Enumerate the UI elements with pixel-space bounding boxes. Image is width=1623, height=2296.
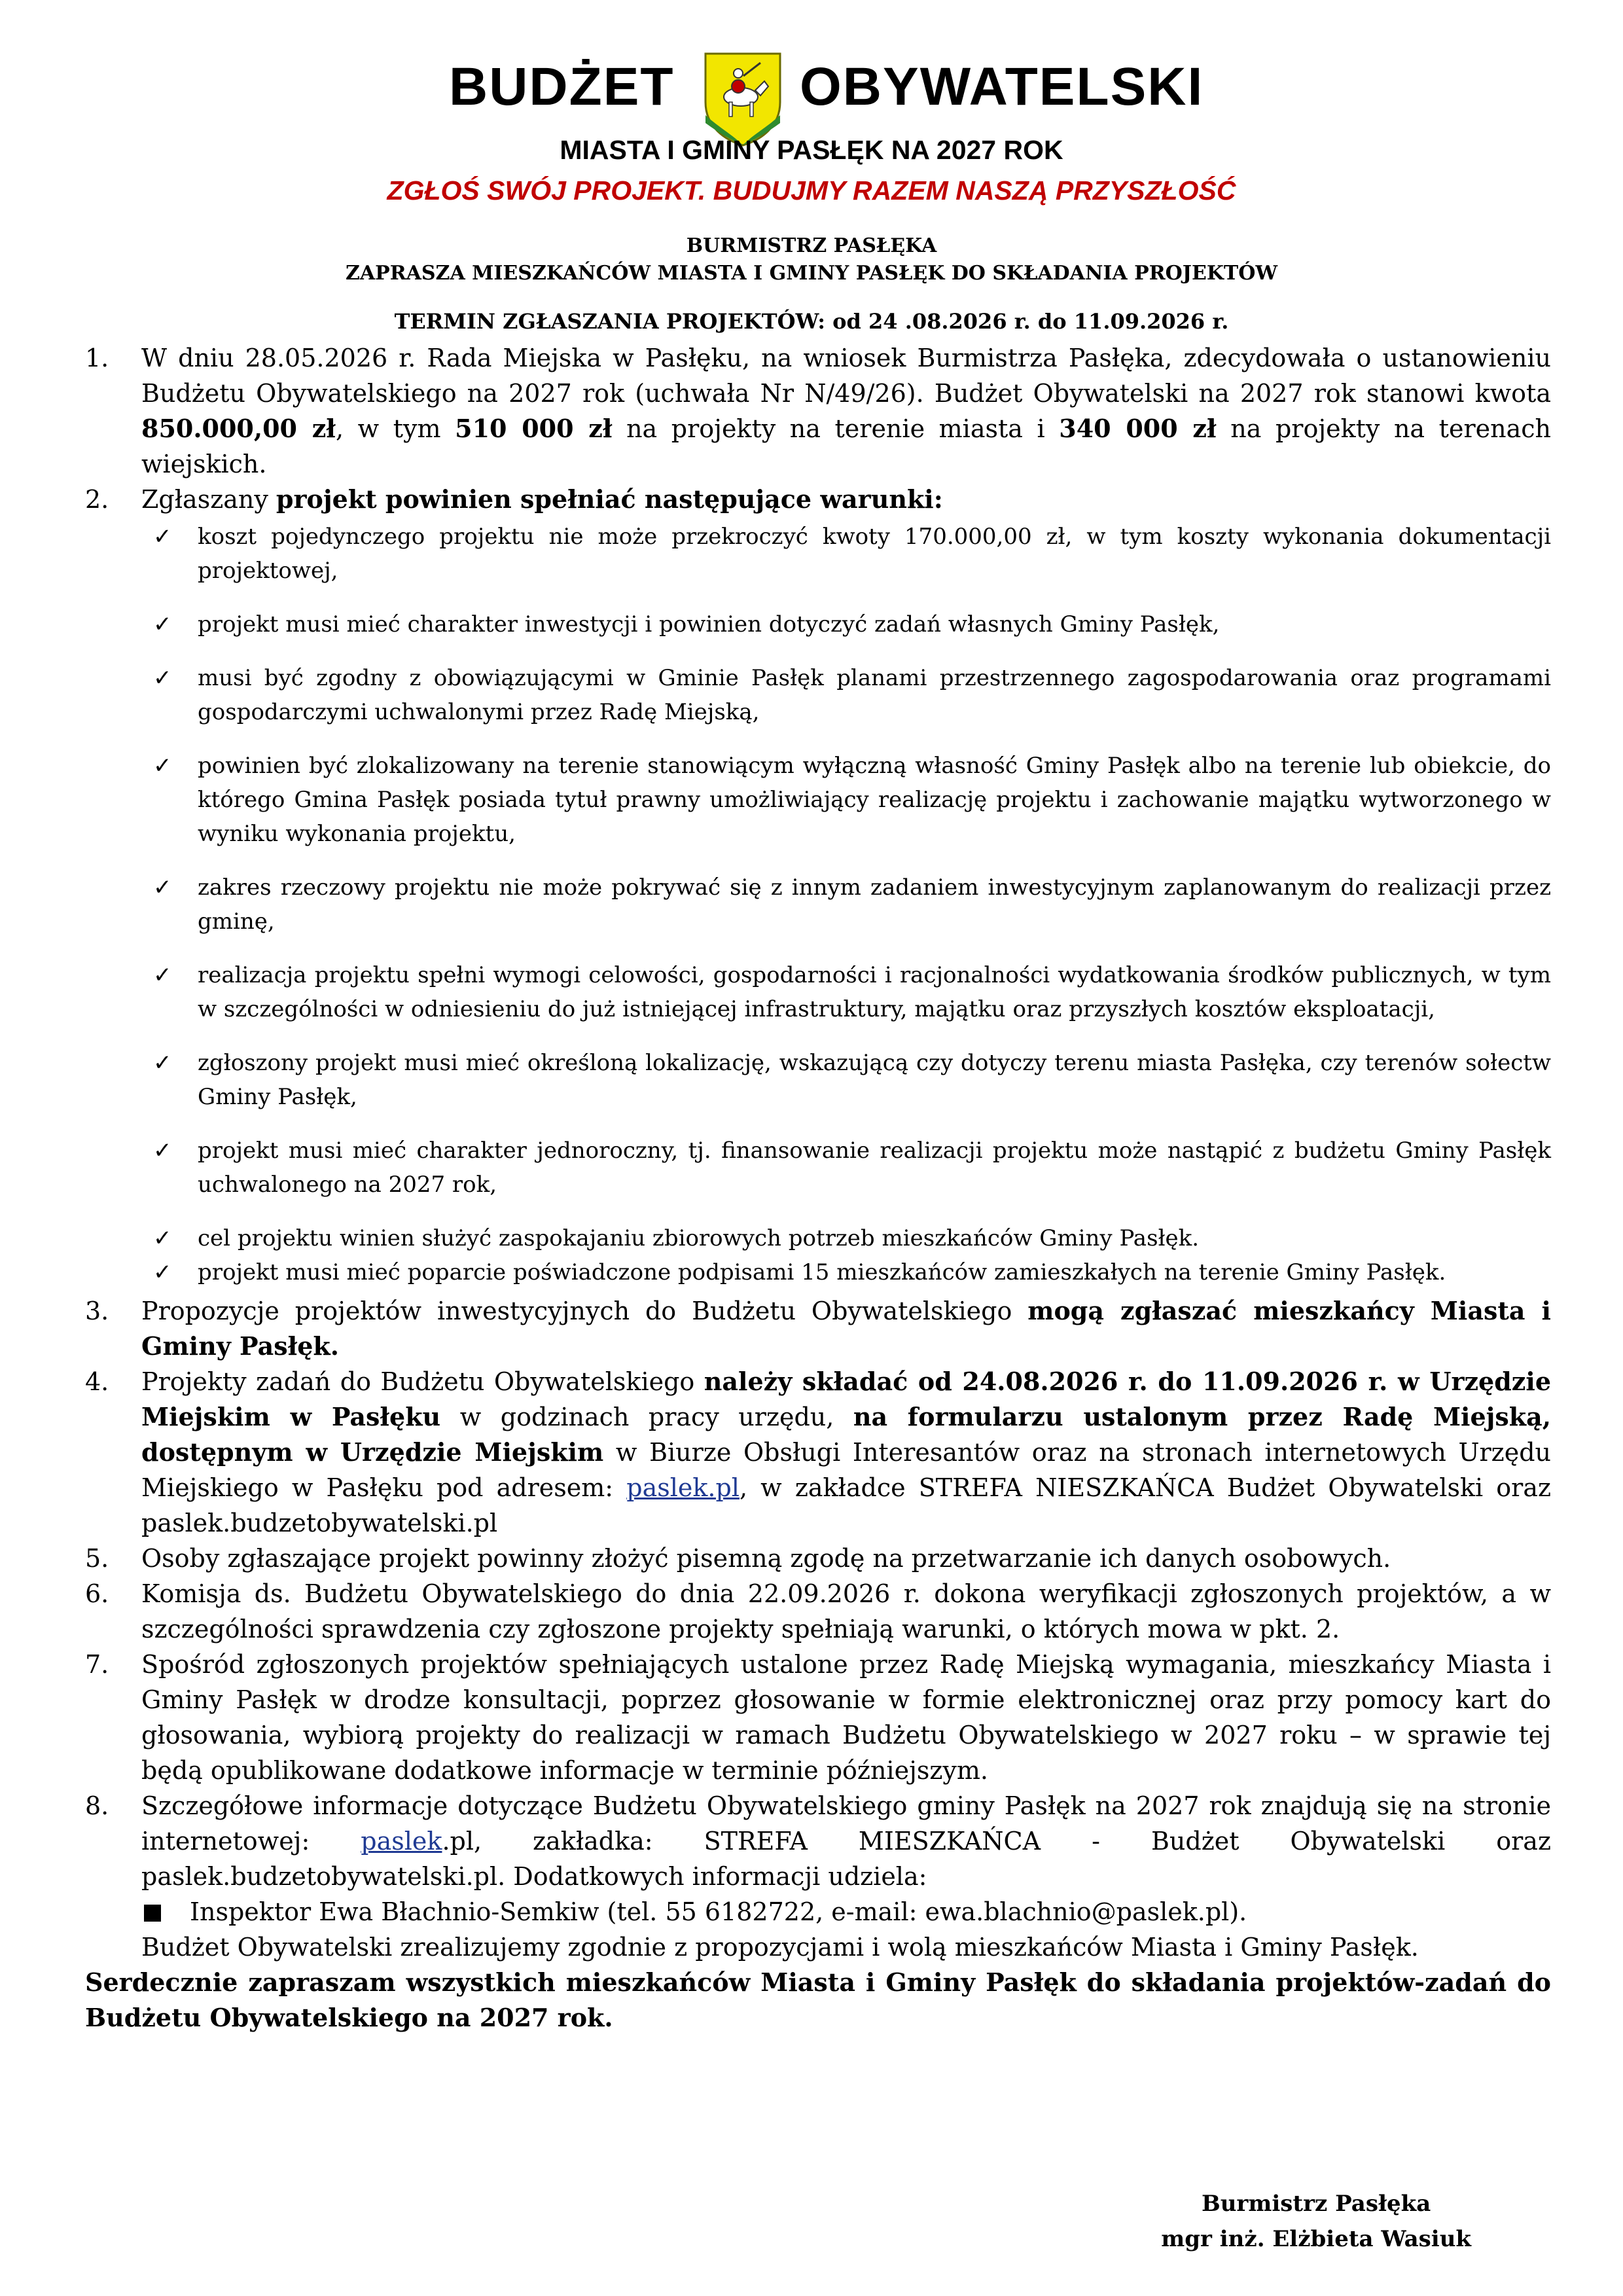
- point-7: [85, 1647, 1551, 1788]
- signature-name: mgr inż. Elżbieta Wasiuk: [1161, 2226, 1471, 2252]
- condition-text: zgłoszony projekt musi mieć określoną lokalizację, wskazującą czy dotyczy terenu miasta Pasłęka, czy terenów sołectw Gminy Pasłęk,: [198, 1050, 1551, 1110]
- point-number: 6.: [85, 1579, 109, 1608]
- point-3: [85, 1293, 1551, 1364]
- text: Szczegółowe informacje dotyczące Budżetu Obywatelskiego gminy Pasłęk na 2027 rok znajdują się na stronie internetowej:: [141, 1791, 1551, 1856]
- point-number: 3.: [85, 1297, 109, 1325]
- condition-item: [85, 607, 1551, 641]
- condition-text: projekt musi mieć charakter inwestycji i powinien dotyczyć zadań własnych Gminy Pasłęk,: [198, 611, 1220, 637]
- contact-text: Inspektor Ewa Błachnio-Semkiw (tel. 55 6182722, e-mail: ewa.blachnio@paslek.pl).: [190, 1897, 1247, 1926]
- condition-item: [85, 958, 1551, 1026]
- check-icon: ✓: [153, 1050, 172, 1076]
- point-1: [85, 340, 1551, 482]
- check-icon: ✓: [153, 524, 172, 550]
- budget-rural: 340 000 zł: [1059, 414, 1217, 443]
- text: Komisja ds. Budżetu Obywatelskiego do dnia 22.09.2026 r. dokona weryfikacji zgłoszonych projektów, a w szczególności sprawdzenia czy zgłoszone projekty spełniają warunki, o których mowa w pkt. 2.: [141, 1579, 1551, 1643]
- closing-statement: Budżet Obywatelski zrealizujemy zgodnie z propozycjami i wolą mieszkańców Miasta i Gminy Pasłęk.: [141, 1933, 1419, 1962]
- deadline-heading: TERMIN ZGŁASZANIA PROJEKTÓW: od 24 .08.2026 r. do 11.09.2026 r.: [394, 309, 1229, 334]
- condition-text: cel projektu winien służyć zaspokajaniu zbiorowych potrzeb mieszkańców Gminy Pasłęk.: [198, 1225, 1200, 1251]
- point-number: 2.: [85, 485, 109, 514]
- text: w Biurze Obsługi Interesantów oraz na stronach internetowych Urzędu Miejskiego w Pasłęku pod adresem:: [141, 1438, 1551, 1502]
- condition-item: [85, 520, 1551, 588]
- point-5: [85, 1541, 1551, 1576]
- point-number: 4.: [85, 1367, 109, 1396]
- point-8: [85, 1788, 1551, 1894]
- check-icon: ✓: [153, 1259, 172, 1285]
- text: na projekty na terenach wiejskich.: [141, 414, 1551, 478]
- point-number: 1.: [85, 344, 109, 372]
- text: Osoby zgłaszające projekt powinny złożyć pisemną zgodę na przetwarzanie ich danych osobowych.: [141, 1544, 1391, 1573]
- text: Spośród zgłoszonych projektów spełniających ustalone przez Radę Miejską wymagania, mieszkańcy Miasta i Gminy Pasłęk w drodze konsultacji, poprzez głosowanie w formie elektronicznej oraz przy pomocy kart do głosowania, wybiorą projekty do realizacji w ramach Budżetu Obywatelskiego w 2027 roku – w sprawie tej będą opublikowane dodatkowe informacje w terminie późniejszym.: [141, 1650, 1551, 1785]
- condition-text: koszt pojedynczego projektu nie może przekroczyć kwoty 170.000,00 zł, w tym koszty wykonania dokumentacji projektowej,: [198, 524, 1551, 584]
- text: .pl, zakładka: STREFA MIESZKAŃCA - Budżet Obywatelski oraz paslek.budzetobywatelski.pl. Dodatkowych informacji udziela:: [141, 1827, 1551, 1891]
- point-4: [85, 1364, 1551, 1541]
- text: , w zakładce STREFA NIESZKAŃCA Budżet Obywatelski oraz paslek.budzetobywatelski.pl: [141, 1473, 1551, 1537]
- check-icon: ✓: [153, 665, 172, 691]
- point-number: 5.: [85, 1544, 109, 1573]
- title-left: BUDŻET: [449, 57, 675, 117]
- contact-person: [85, 1894, 1551, 1929]
- conditions-list: [85, 520, 1551, 1289]
- point-number: 7.: [85, 1650, 109, 1679]
- title-banner: [0, 25, 1623, 123]
- conditions-heading: projekt powinien spełniać następujące warunki:: [276, 484, 943, 514]
- point-number: 8.: [85, 1791, 109, 1820]
- eligible-applicants: mogą zgłaszać mieszkańcy Miasta i Gminy Pasłęk.: [141, 1296, 1551, 1361]
- signature-block: [1161, 2186, 1471, 2257]
- text: , w tym: [335, 414, 455, 443]
- condition-item: [85, 870, 1551, 939]
- form-info: na formularzu ustalonym przez Radę Miejską, dostępnym w Urzędzie Miejskim: [141, 1402, 1551, 1467]
- condition-item: [85, 749, 1551, 851]
- condition-text: zakres rzeczowy projektu nie może pokrywać się z innym zadaniem inwestycyjnym zaplanowanym do realizacji przez gminę,: [198, 874, 1551, 935]
- announcement-body: [85, 340, 1551, 2036]
- condition-text: realizacja projektu spełni wymogi celowości, gospodarności i racjonalności wydatkowania środków publicznych, w tym w szczególności w odniesieniu do już istniejącej infrastruktury, majątku oraz przyszłych kosztów eksploatacji,: [198, 962, 1551, 1022]
- budget-total: 850.000,00 zł: [141, 414, 336, 443]
- condition-text: projekt musi mieć charakter jednoroczny, tj. finansowanie realizacji projektu może nastąpić z budżetu Gminy Pasłęk uchwalonego na 2027 rok,: [198, 1138, 1551, 1198]
- condition-item: [85, 1046, 1551, 1114]
- condition-text: musi być zgodny z obowiązującymi w Gminie Pasłęk planami przestrzennego zagospodarowania oraz programami gospodarczymi uchwalonymi przez Radę Miejską,: [198, 665, 1551, 725]
- text: Projekty zadań do Budżetu Obywatelskiego: [141, 1367, 704, 1396]
- square-bullet-icon: [144, 1905, 161, 1922]
- condition-item: [85, 1221, 1551, 1255]
- condition-item: [85, 1255, 1551, 1289]
- invitation-heading: ZAPRASZA MIESZKAŃCÓW MIASTA I GMINY PASŁĘK DO SKŁADANIA PROJEKTÓW: [345, 262, 1278, 285]
- condition-text: projekt musi mieć poparcie poświadczone podpisami 15 mieszkańców zamieszkałych na terenie Gminy Pasłęk.: [198, 1259, 1446, 1285]
- text: Zgłaszany: [141, 485, 276, 514]
- check-icon: ✓: [153, 874, 172, 901]
- check-icon: ✓: [153, 753, 172, 779]
- text: na projekty na terenie miasta i: [612, 414, 1060, 443]
- slogan: ZGŁOŚ SWÓJ PROJEKT. BUDUJMY RAZEM NASZĄ PRZYSZŁOŚĆ: [387, 175, 1236, 206]
- budget-city: 510 000 zł: [455, 414, 613, 443]
- condition-item: [85, 661, 1551, 729]
- title-right: OBYWATELSKI: [800, 57, 1204, 117]
- mayor-heading: BURMISTRZ PASŁĘKA: [686, 234, 937, 257]
- signature-title: Burmistrz Pasłęka: [1201, 2191, 1431, 2217]
- condition-item: [85, 1134, 1551, 1202]
- check-icon: ✓: [153, 962, 172, 988]
- submission-dates: należy składać od 24.08.2026 r. do 11.09.2026 r. w Urzędzie Miejskim w Pasłęku: [141, 1367, 1551, 1431]
- check-icon: ✓: [153, 611, 172, 637]
- closing-invitation: Serdecznie zapraszam wszystkich mieszkańców Miasta i Gminy Pasłęk do składania projektów-zadań do Budżetu Obywatelskiego na 2027 rok.: [85, 1967, 1551, 2032]
- text: W dniu 28.05.2026 r. Rada Miejska w Pasłęku, na wniosek Burmistrza Pasłęka, zdecydowała o ustanowieniu Budżetu Obywatelskiego na 2027 rok (uchwała Nr N/49/26). Budżet Obywatelski na 2027 rok stanowi kwota: [141, 344, 1551, 408]
- coat-of-arms-icon: [700, 50, 785, 148]
- text: w godzinach pracy urzędu,: [440, 1403, 853, 1431]
- check-icon: ✓: [153, 1225, 172, 1251]
- point-6: [85, 1576, 1551, 1647]
- check-icon: ✓: [153, 1138, 172, 1164]
- point-2: [85, 482, 1551, 517]
- paslek-link[interactable]: paslek: [361, 1827, 442, 1856]
- condition-text: powinien być zlokalizowany na terenie stanowiącym wyłączną własność Gminy Pasłęk albo na terenie lub obiekcie, do którego Gmina Pasłęk posiada tytuł prawny umożliwiający realizację projektu i zachowanie majątku wytworzonego w wyniku wykonania projektu,: [198, 753, 1551, 847]
- subtitle: MIASTA I GMINY PASŁĘK NA 2027 ROK: [560, 135, 1063, 165]
- text: Propozycje projektów inwestycyjnych do Budżetu Obywatelskiego: [141, 1297, 1028, 1325]
- paslek-link[interactable]: paslek.pl: [626, 1473, 740, 1502]
